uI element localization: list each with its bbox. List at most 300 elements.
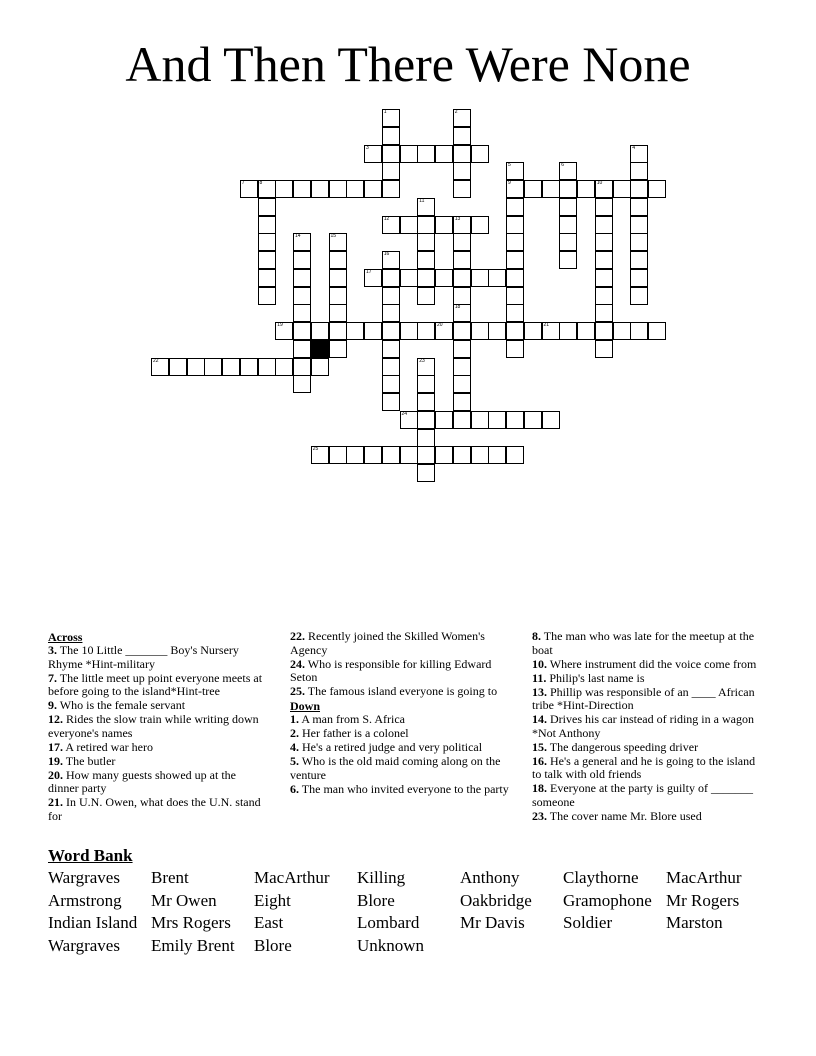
clue-across	[48, 699, 268, 713]
grid-cell[interactable]	[542, 180, 560, 198]
grid-cell[interactable]	[293, 180, 311, 198]
clue-text: A man from S. Africa	[299, 712, 405, 726]
grid-cell[interactable]	[506, 446, 524, 464]
grid-cell[interactable]	[258, 251, 276, 269]
grid-cell[interactable]	[382, 127, 400, 145]
grid-cell[interactable]	[453, 340, 471, 358]
grid-cell[interactable]	[382, 393, 400, 411]
clue-num: 4.	[290, 740, 299, 754]
grid-cell[interactable]	[453, 109, 471, 127]
grid-cell[interactable]	[506, 287, 524, 305]
grid-cell[interactable]	[630, 180, 648, 198]
grid-cell[interactable]	[417, 429, 435, 447]
grid-cell[interactable]	[382, 358, 400, 376]
grid-cell[interactable]	[382, 251, 400, 269]
grid-cell[interactable]	[417, 358, 435, 376]
grid-cell[interactable]	[453, 393, 471, 411]
grid-cell[interactable]	[488, 322, 506, 340]
grid-cell[interactable]	[400, 446, 418, 464]
word-bank-item: Blore	[254, 935, 292, 955]
clue-num: 18.	[532, 781, 547, 795]
grid-cell[interactable]	[293, 251, 311, 269]
grid-cell[interactable]	[417, 393, 435, 411]
grid-cell[interactable]	[346, 446, 364, 464]
clue-num: 17.	[48, 739, 63, 754]
clue-number: 8	[259, 180, 263, 186]
clue-num: 20.	[48, 767, 63, 782]
word-bank-item: Armstrong	[48, 890, 122, 910]
grid-cell[interactable]	[258, 216, 276, 234]
grid-cell[interactable]	[382, 304, 400, 322]
grid-cell[interactable]	[364, 269, 382, 287]
across-heading: Across	[48, 630, 83, 644]
grid-cell[interactable]	[453, 145, 471, 163]
word-bank-item: Unknown	[357, 935, 425, 955]
word-bank-item: Mrs Rogers	[151, 913, 231, 933]
clue-across	[290, 630, 512, 657]
clue-num: 10.	[532, 656, 547, 671]
clue-number: 13	[454, 215, 461, 222]
grid-cell[interactable]	[435, 411, 453, 429]
clue-num: 21.	[48, 795, 63, 809]
grid-cell[interactable]	[453, 411, 471, 429]
clue-number: 2	[454, 109, 458, 115]
grid-cell[interactable]	[630, 198, 648, 216]
grid-cell[interactable]	[524, 322, 542, 340]
grid-cell[interactable]	[471, 411, 489, 429]
grid-cell[interactable]	[293, 375, 311, 393]
grid-cell[interactable]	[329, 180, 347, 198]
grid-cell[interactable]	[346, 322, 364, 340]
grid-cell[interactable]	[311, 446, 329, 464]
grid-cell[interactable]	[453, 322, 471, 340]
clue-num: 6.	[290, 781, 299, 796]
clue-down	[532, 713, 762, 740]
grid-cell[interactable]	[506, 198, 524, 216]
clue-across	[48, 796, 268, 823]
grid-cell[interactable]	[400, 145, 418, 163]
clue-num: 2.	[290, 726, 299, 740]
grid-cell[interactable]	[382, 145, 400, 163]
grid-cell[interactable]	[382, 287, 400, 305]
clue-number: 7	[241, 180, 245, 186]
grid-cell[interactable]	[648, 180, 666, 198]
clue-num: 24.	[290, 656, 305, 671]
grid-cell[interactable]	[506, 233, 524, 251]
grid-cell[interactable]	[488, 446, 506, 464]
word-bank-item: Lombard	[357, 913, 420, 933]
grid-cell[interactable]	[435, 216, 453, 234]
grid-cell[interactable]	[329, 233, 347, 251]
clue-text: He's a retired judge and very political	[299, 740, 483, 754]
grid-cell[interactable]	[258, 198, 276, 216]
grid-cell[interactable]	[275, 322, 293, 340]
clue-down	[532, 630, 762, 657]
clue-text: The man who was late for the meetup at the boat	[532, 629, 755, 657]
grid-cell[interactable]	[417, 216, 435, 234]
grid-cell[interactable]	[453, 162, 471, 180]
clue-text: Recently joined the Skilled Women's Agency	[290, 629, 485, 657]
grid-cell[interactable]	[453, 269, 471, 287]
grid-cell[interactable]	[293, 340, 311, 358]
grid-cell[interactable]	[151, 358, 169, 376]
grid-cell[interactable]	[595, 269, 613, 287]
grid-cell[interactable]	[559, 162, 577, 180]
grid-cell[interactable]	[524, 180, 542, 198]
grid-cell[interactable]	[417, 375, 435, 393]
word-bank-item: Wargraves	[48, 935, 120, 955]
clue-text: Where instrument did the voice come from	[547, 656, 757, 671]
page-title: And Then There Were None	[125, 36, 691, 92]
grid-cell[interactable]	[417, 287, 435, 305]
clue-num: 23.	[532, 808, 547, 823]
clue-across	[48, 644, 268, 671]
grid-cell[interactable]	[275, 358, 293, 376]
clue-num: 3.	[48, 643, 57, 657]
grid-cell[interactable]	[382, 180, 400, 198]
grid-cell[interactable]	[293, 269, 311, 287]
grid-cell[interactable]	[506, 411, 524, 429]
clue-text: He's a general and he is going to the island to talk with old friends	[532, 753, 756, 781]
grid-cell[interactable]	[577, 322, 595, 340]
grid-cell[interactable]	[471, 269, 489, 287]
word-bank-item: Blore	[357, 890, 395, 910]
grid-cell[interactable]	[506, 180, 524, 198]
grid-cell[interactable]	[453, 358, 471, 376]
clue-num: 5.	[290, 754, 299, 768]
grid-cell[interactable]	[258, 233, 276, 251]
grid-cell[interactable]	[364, 180, 382, 198]
clue-down	[290, 783, 512, 797]
grid-cell[interactable]	[400, 269, 418, 287]
clue-number: 1	[383, 109, 387, 115]
clue-down	[532, 755, 762, 782]
clue-across	[48, 755, 268, 769]
word-bank-item: Marston	[666, 913, 723, 933]
word-bank-item: Indian Island	[48, 913, 138, 933]
grid-cell[interactable]	[329, 251, 347, 269]
clue-number: 15	[330, 233, 337, 240]
grid-cell[interactable]	[595, 233, 613, 251]
grid-cell[interactable]	[595, 287, 613, 305]
grid-cell[interactable]	[453, 180, 471, 198]
clue-down	[532, 810, 762, 824]
clue-text: Phillip was responsible of an ____ African tribe *Hint-Direction	[532, 684, 755, 712]
word-bank-item: Gramophone	[563, 890, 652, 910]
grid-cell[interactable]	[417, 145, 435, 163]
grid-cell[interactable]	[453, 251, 471, 269]
grid-cell[interactable]	[382, 375, 400, 393]
grid-cell[interactable]	[435, 446, 453, 464]
clue-num: 16.	[532, 753, 547, 768]
clue-across	[290, 658, 512, 685]
grid-cell[interactable]	[630, 162, 648, 180]
word-bank-item: Mr Owen	[151, 890, 217, 910]
clue-number: 18	[454, 304, 461, 311]
clue-text: Drives his car instead of riding in a wagon *Not Anthony	[532, 712, 754, 740]
grid-cell[interactable]	[453, 233, 471, 251]
grid-cell[interactable]	[293, 233, 311, 251]
clue-across	[48, 672, 268, 699]
clue-num: 19.	[48, 753, 63, 768]
clue-number: 17	[366, 268, 372, 275]
clue-text: The dangerous speeding driver	[547, 739, 699, 754]
grid-cell[interactable]	[258, 180, 276, 198]
clue-down	[532, 658, 762, 672]
grid-cell[interactable]	[258, 269, 276, 287]
grid-cell[interactable]	[382, 322, 400, 340]
clue-down	[532, 741, 762, 755]
grid-cell[interactable]	[240, 180, 258, 198]
clue-number: 14	[295, 233, 301, 240]
word-bank-item: Oakbridge	[460, 890, 532, 910]
grid-cell[interactable]	[364, 145, 382, 163]
clue-number: 21	[543, 322, 550, 328]
grid-cell[interactable]	[453, 287, 471, 305]
grid-cell[interactable]	[453, 127, 471, 145]
grid-cell[interactable]	[506, 251, 524, 269]
grid-cell[interactable]	[293, 287, 311, 305]
grid-cell[interactable]	[346, 180, 364, 198]
clue-across	[48, 769, 268, 796]
grid-cell[interactable]	[630, 287, 648, 305]
word-bank-item: Soldier	[563, 913, 613, 933]
grid-cell[interactable]	[630, 269, 648, 287]
grid-cell[interactable]	[630, 233, 648, 251]
grid-cell[interactable]	[382, 162, 400, 180]
clue-text: Philip's last name is	[546, 670, 645, 685]
word-bank-item: Brent	[151, 868, 189, 887]
clue-number: 5	[508, 162, 511, 169]
crossword-grid	[0, 0, 816, 500]
clue-num: 13.	[532, 684, 547, 699]
word-bank-item: East	[254, 913, 284, 933]
clue-text: The famous island everyone is going to	[305, 684, 498, 698]
grid-cell[interactable]	[506, 162, 524, 180]
clue-text: The cover name Mr. Blore used	[547, 808, 702, 823]
grid-cell[interactable]	[435, 322, 453, 340]
word-bank-item: MacArthur	[666, 868, 742, 887]
grid-cell[interactable]	[595, 340, 613, 358]
grid-cell[interactable]	[382, 269, 400, 287]
clue-num: 15.	[532, 739, 547, 754]
grid-cell[interactable]	[630, 322, 648, 340]
grid-cell[interactable]	[613, 322, 631, 340]
word-bank-item: Mr Rogers	[666, 890, 740, 910]
grid-cell[interactable]	[311, 358, 329, 376]
word-bank-item: Eight	[254, 890, 291, 910]
grid-cell[interactable]	[417, 198, 435, 216]
grid-cell[interactable]	[364, 322, 382, 340]
clue-text: The little meet up point everyone meets at before going to the island*Hint-tree	[48, 670, 263, 698]
grid-cell[interactable]	[506, 322, 524, 340]
down-heading: Down	[290, 699, 321, 713]
grid-cell[interactable]	[559, 251, 577, 269]
grid-cell[interactable]	[630, 216, 648, 234]
grid-cell[interactable]	[329, 287, 347, 305]
clue-down	[290, 755, 512, 782]
clue-num: 14.	[532, 712, 547, 726]
grid-cell[interactable]	[169, 358, 187, 376]
clue-number: 3	[366, 144, 369, 151]
grid-cell[interactable]	[559, 233, 577, 251]
grid-cell[interactable]	[453, 446, 471, 464]
grid-cell[interactable]	[595, 304, 613, 322]
grid-cell[interactable]	[524, 411, 542, 429]
grid-cell[interactable]	[630, 145, 648, 163]
clue-num: 8.	[532, 629, 541, 643]
clue-number: 4	[632, 144, 636, 151]
grid-cell[interactable]	[471, 446, 489, 464]
clue-down	[532, 686, 762, 713]
word-bank-item: Claythorne	[563, 868, 639, 887]
grid-cell[interactable]	[577, 180, 595, 198]
grid-cell[interactable]	[329, 304, 347, 322]
clue-down	[290, 713, 512, 727]
clue-number: 25	[312, 446, 319, 453]
grid-cell[interactable]	[595, 322, 613, 340]
grid-cell[interactable]	[453, 304, 471, 322]
grid-cell[interactable]	[311, 180, 329, 198]
grid-cell[interactable]	[311, 322, 329, 340]
grid-cell[interactable]	[187, 358, 205, 376]
clue-number: 9	[508, 180, 511, 186]
clue-text: Who is the female servant	[57, 698, 186, 712]
grid-cell[interactable]	[240, 358, 258, 376]
clue-number: 20	[437, 322, 443, 328]
grid-cell[interactable]	[329, 322, 347, 340]
word-bank-item: Wargraves	[48, 868, 120, 887]
clue-num: 12.	[48, 712, 63, 726]
grid-cell[interactable]	[417, 464, 435, 482]
grid-cell[interactable]	[595, 198, 613, 216]
grid-cell[interactable]	[613, 180, 631, 198]
grid-cell[interactable]	[559, 180, 577, 198]
grid-cell[interactable]	[506, 304, 524, 322]
clue-number: 11	[419, 197, 425, 204]
word-bank-item: Anthony	[460, 868, 520, 887]
clue-down	[532, 672, 762, 686]
grid-cell[interactable]	[417, 411, 435, 429]
clue-text: Her father is a colonel	[299, 726, 409, 740]
clue-column-1	[48, 630, 268, 824]
grid-cell[interactable]	[258, 287, 276, 305]
grid-cell[interactable]	[400, 216, 418, 234]
grid-cell[interactable]	[559, 322, 577, 340]
grid-cell[interactable]	[506, 269, 524, 287]
grid-cell[interactable]	[648, 322, 666, 340]
grid-cell[interactable]	[275, 180, 293, 198]
clue-number: 23	[419, 357, 425, 364]
clue-text: A retired war hero	[63, 739, 153, 754]
clue-num: 7.	[48, 670, 57, 685]
grid-cell[interactable]	[417, 446, 435, 464]
grid-cell[interactable]	[204, 358, 222, 376]
clue-num: 9.	[48, 698, 57, 712]
grid-cell[interactable]	[222, 358, 240, 376]
grid-cell[interactable]	[506, 340, 524, 358]
clue-text: Who is the old maid coming along on the venture	[290, 754, 501, 782]
grid-cell[interactable]	[506, 216, 524, 234]
grid-cell[interactable]	[630, 251, 648, 269]
clue-text: In U.N. Owen, what does the U.N. stand for	[48, 795, 261, 823]
clue-number: 22	[153, 357, 159, 364]
grid-cell[interactable]	[542, 322, 560, 340]
grid-cell[interactable]	[364, 446, 382, 464]
clue-num: 25.	[290, 684, 305, 698]
grid-cell[interactable]	[329, 340, 347, 358]
grid-cell[interactable]	[559, 216, 577, 234]
grid-cell[interactable]	[417, 233, 435, 251]
clue-across	[48, 741, 268, 755]
clue-down	[290, 741, 512, 755]
clue-num: 1.	[290, 712, 299, 726]
grid-cell[interactable]	[258, 358, 276, 376]
clue-number: 10	[596, 180, 603, 186]
clue-across	[48, 713, 268, 740]
grid-cell[interactable]	[382, 216, 400, 234]
clue-number: 24	[401, 410, 408, 417]
grid-cell[interactable]	[417, 251, 435, 269]
clue-number: 6	[561, 162, 565, 169]
word-bank-heading: Word Bank	[48, 846, 133, 865]
clue-number: 19	[277, 322, 283, 328]
grid-cell[interactable]	[435, 269, 453, 287]
grid-cell[interactable]	[417, 322, 435, 340]
grid-cell[interactable]	[453, 216, 471, 234]
grid-cell[interactable]	[595, 216, 613, 234]
grid-cell[interactable]	[329, 269, 347, 287]
clue-text: The man who invited everyone to the party	[299, 781, 509, 796]
clue-number: 16	[383, 251, 390, 257]
grid-cell[interactable]	[400, 411, 418, 429]
grid-cell[interactable]	[417, 269, 435, 287]
clue-num: 22.	[290, 629, 305, 643]
grid-cell[interactable]	[471, 216, 489, 234]
grid-cell[interactable]	[595, 180, 613, 198]
clue-column-2	[290, 630, 512, 797]
grid-cell[interactable]	[293, 304, 311, 322]
grid-cell[interactable]	[382, 109, 400, 127]
word-bank-item: Killing	[357, 868, 406, 887]
clue-across	[290, 685, 512, 699]
clue-number: 12	[383, 215, 390, 222]
grid-cell[interactable]	[471, 145, 489, 163]
grid-cell[interactable]	[400, 322, 418, 340]
clue-num: 11.	[532, 670, 547, 685]
grid-cell[interactable]	[293, 322, 311, 340]
grid-cell[interactable]	[542, 411, 560, 429]
grid-cell[interactable]	[382, 446, 400, 464]
word-bank-item: MacArthur	[254, 868, 330, 887]
grid-cell[interactable]	[595, 251, 613, 269]
clue-text: The 10 Little _______ Boy's Nursery Rhyme *Hint-military	[48, 643, 239, 671]
grid-cell[interactable]	[293, 358, 311, 376]
grid-cell[interactable]	[435, 145, 453, 163]
grid-cell[interactable]	[329, 446, 347, 464]
clue-column-3	[532, 630, 762, 824]
clue-text: Rides the slow train while writing down everyone's names	[48, 712, 259, 740]
grid-cell[interactable]	[453, 375, 471, 393]
clue-down	[290, 727, 512, 741]
grid-cell[interactable]	[488, 269, 506, 287]
grid-cell[interactable]	[559, 198, 577, 216]
clue-down	[532, 782, 762, 809]
grid-cell[interactable]	[488, 411, 506, 429]
grid-cell[interactable]	[471, 322, 489, 340]
grid-cell[interactable]	[382, 340, 400, 358]
word-bank-item: Emily Brent	[151, 935, 235, 955]
